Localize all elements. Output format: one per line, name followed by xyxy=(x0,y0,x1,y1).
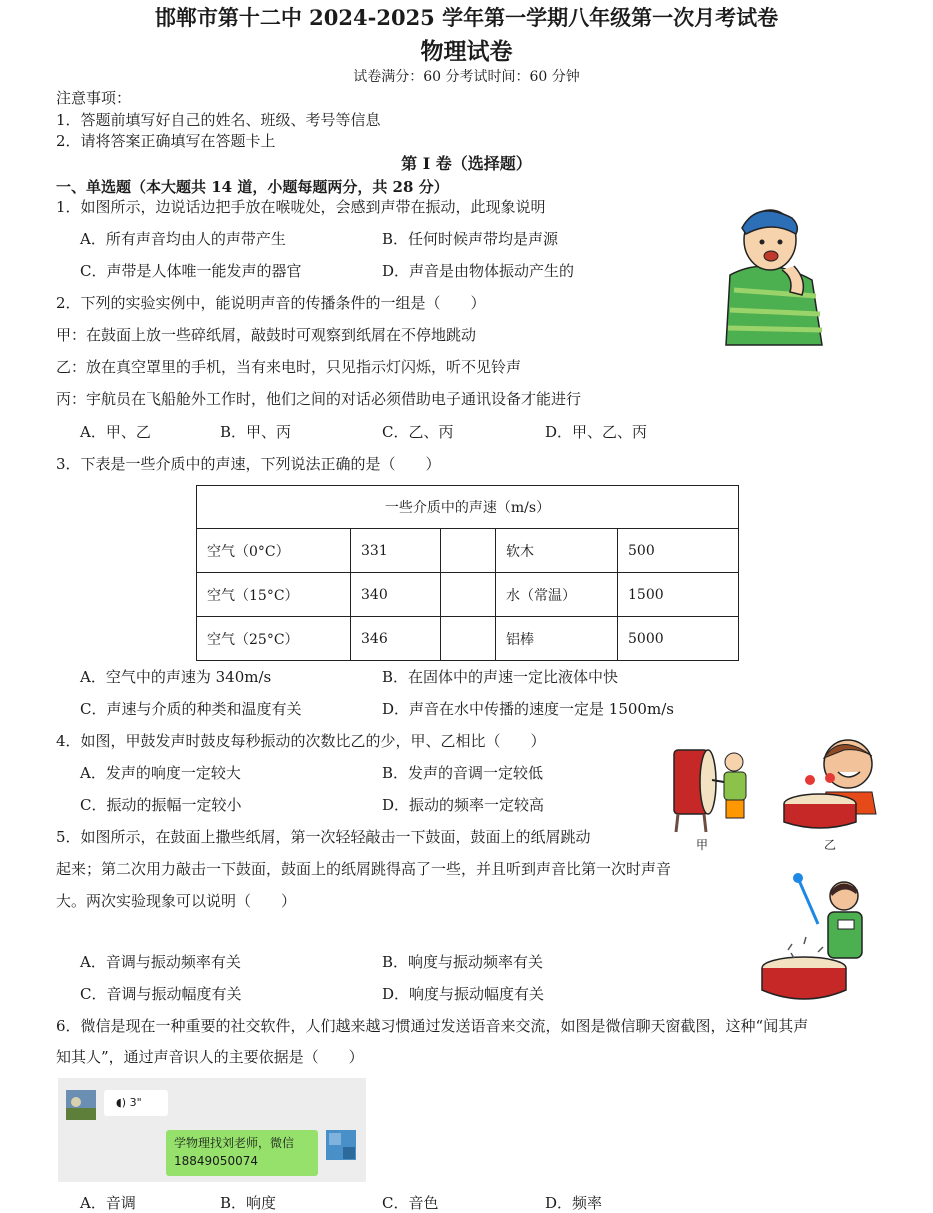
table-cell-empty xyxy=(441,573,496,617)
q4-option-c: C．振动的振幅一定较小 xyxy=(80,796,242,814)
q6-option-c: C．音色 xyxy=(382,1194,439,1212)
q6-option-d: D．频率 xyxy=(545,1194,603,1212)
label-yi: 乙 xyxy=(824,838,837,852)
q1-option-a: A．所有声音均由人的声带产生 xyxy=(80,230,286,248)
exam-title: 邯郸市第十二中 2024-2025 学年第一学期八年级第一次月考试卷 xyxy=(154,5,779,30)
small-drum-yi-illustration xyxy=(780,734,890,834)
wechat-chat-screenshot xyxy=(58,1078,366,1182)
q3-option-a: A．空气中的声速为 340m/s xyxy=(80,668,272,686)
voice-duration: 3" xyxy=(129,1096,142,1109)
table-cell: 500 xyxy=(618,529,739,573)
q4-option-b: B．发声的音调一定较低 xyxy=(382,764,544,782)
q2-option-b: B．甲、丙 xyxy=(220,423,292,441)
big-drum-jia-illustration xyxy=(668,742,758,837)
text-message-bubble xyxy=(166,1130,318,1176)
voice-icon: ◖) xyxy=(116,1096,127,1109)
table-row xyxy=(197,529,739,573)
q2-option-a: A．甲、乙 xyxy=(80,423,151,441)
q5-option-d: D．响度与振动幅度有关 xyxy=(382,985,545,1003)
table-cell: 空气（15°C） xyxy=(197,573,351,617)
q4-option-a: A．发声的响度一定较大 xyxy=(80,764,241,782)
table-cell: 5000 xyxy=(618,617,739,661)
note-item-1: 1．答题前填写好自己的姓名、班级、考号等信息 xyxy=(56,111,381,129)
table-cell: 340 xyxy=(351,573,441,617)
q6-line-1: 6．微信是现在一种重要的社交软件，人们越来越习惯通过发送语音来交流，如图是微信聊天窗截图，这种“闻其声 xyxy=(56,1017,809,1035)
table-cell-empty xyxy=(441,529,496,573)
table-cell: 软木 xyxy=(496,529,618,573)
q5-line-1: 5．如图所示，在鼓面上撒些纸屑，第一次轻轻敲击一下鼓面，鼓面上的纸屑跳动 xyxy=(56,828,591,846)
q1-option-d: D．声音是由物体振动产生的 xyxy=(382,262,575,280)
label-jia: 甲 xyxy=(696,838,709,852)
q5-option-c: C．音调与振动幅度有关 xyxy=(80,985,242,1003)
q3-option-d: D．声音在水中传播的速度一定是 1500m/s xyxy=(382,700,674,718)
q3-stem: 3．下表是一些介质中的声速，下列说法正确的是（ ） xyxy=(56,455,441,473)
q2-option-c: C．乙、丙 xyxy=(382,423,454,441)
note-item-2: 2．请将答案正确填写在答题卡上 xyxy=(56,132,276,150)
q4-stem: 4．如图，甲鼓发声时鼓皮每秒振动的次数比乙的少，甲、乙相比（ ） xyxy=(56,732,546,750)
subject-title: 物理试卷 xyxy=(420,38,513,65)
q3-option-c: C．声速与介质的种类和温度有关 xyxy=(80,700,302,718)
table-title: 一些介质中的声速（m/s） xyxy=(197,486,739,529)
table-cell: 346 xyxy=(351,617,441,661)
part-title: 一、单选题（本大题共 14 道，小题每题两分，共 28 分） xyxy=(56,178,449,196)
voice-message-bubble xyxy=(104,1090,168,1116)
table-cell: 331 xyxy=(351,529,441,573)
message-phone: 18849050074 xyxy=(174,1154,258,1168)
q1-stem: 1．如图所示，边说话边把手放在喉咙处，会感到声带在振动，此现象说明 xyxy=(56,198,546,216)
q5-option-b: B．响度与振动频率有关 xyxy=(382,953,544,971)
table-cell-empty xyxy=(441,617,496,661)
q6-option-b: B．响度 xyxy=(220,1194,277,1212)
drum-confetti-illustration xyxy=(758,872,878,1012)
q1-option-c: C．声带是人体唯一能发声的器官 xyxy=(80,262,302,280)
notes-heading: 注意事项： xyxy=(56,89,132,107)
table-cell: 空气（25°C） xyxy=(197,617,351,661)
q2-line-yi: 乙：放在真空罩里的手机，当有来电时，只见指示灯闪烁，听不见铃声 xyxy=(56,358,522,376)
exam-info: 试卷满分：60 分考试时间：60 分钟 xyxy=(353,69,580,85)
table-cell: 水（常温） xyxy=(496,573,618,617)
q3-option-b: B．在固体中的声速一定比液体中快 xyxy=(382,668,619,686)
q2-line-jia: 甲：在鼓面上放一些碎纸屑，敲鼓时可观察到纸屑在不停地跳动 xyxy=(56,326,477,344)
table-row xyxy=(197,617,739,661)
q4-option-d: D．振动的频率一定较高 xyxy=(382,796,545,814)
receiver-avatar xyxy=(326,1130,356,1160)
table-cell: 1500 xyxy=(618,573,739,617)
sender-avatar xyxy=(66,1090,96,1120)
q5-option-a: A．音调与振动频率有关 xyxy=(80,953,241,971)
q2-line-bing: 丙：宇航员在飞船舱外工作时，他们之间的对话必须借助电子通讯设备才能进行 xyxy=(56,390,582,408)
table-row xyxy=(197,573,739,617)
q6-line-2: 知其人”，通过声音识人的主要依据是（ ） xyxy=(56,1048,364,1066)
table-cell: 铝棒 xyxy=(496,617,618,661)
section-title: 第 I 卷（选择题） xyxy=(401,154,532,173)
table-cell: 空气（0°C） xyxy=(197,529,351,573)
sound-speed-table xyxy=(196,485,739,661)
q5-line-3: 大。两次实验现象可以说明（ ） xyxy=(56,892,297,910)
q1-option-b: B．任何时候声带均是声源 xyxy=(382,230,559,248)
q6-option-a: A．音调 xyxy=(80,1194,136,1212)
message-text: 学物理找刘老师，微信 xyxy=(174,1136,295,1150)
q2-option-d: D．甲、乙、丙 xyxy=(545,423,648,441)
q5-line-2: 起来；第二次用力敲击一下鼓面，鼓面上的纸屑跳得高了一些，并且听到声音比第一次时声音 xyxy=(56,860,672,878)
q2-stem: 2．下列的实验实例中，能说明声音的传播条件的一组是（ ） xyxy=(56,294,486,312)
boy-speaking-illustration xyxy=(712,200,827,350)
